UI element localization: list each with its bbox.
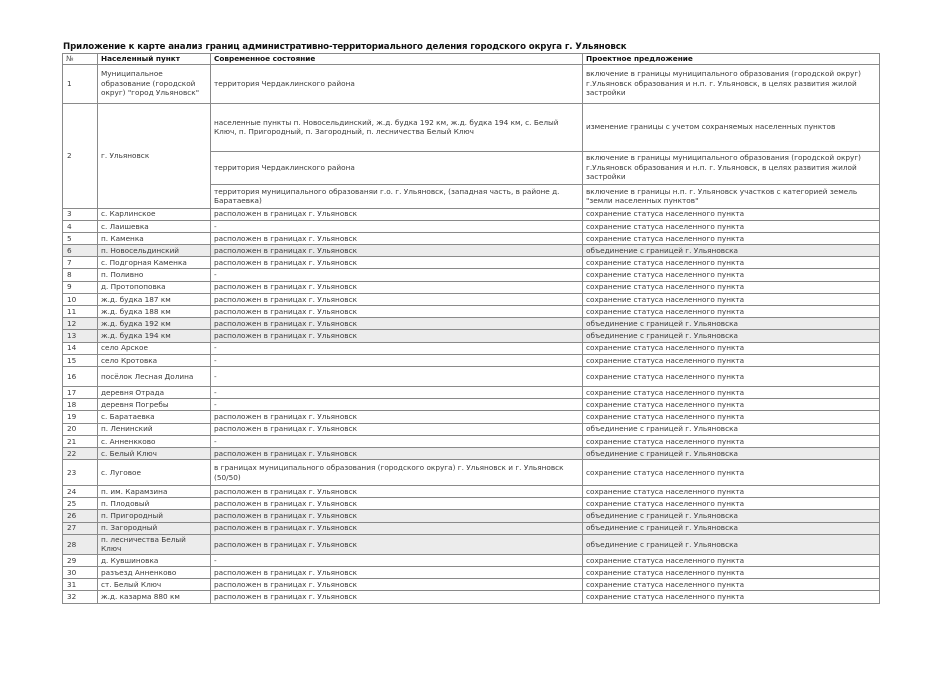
header-current-state: Современное состояние — [211, 54, 583, 65]
table-row — [63, 281, 880, 293]
settlement-name: д. Протопоповка — [98, 281, 211, 293]
table-row — [63, 232, 880, 244]
current-state: расположен в границах г. Ульяновск — [211, 591, 583, 603]
table-row — [63, 64, 880, 103]
row-number: 24 — [63, 486, 98, 498]
settlement-name: село Кротовка — [98, 354, 211, 366]
row-number: 11 — [63, 306, 98, 318]
current-state: расположен в границах г. Ульяновск — [211, 330, 583, 342]
proposal: сохранение статуса населенного пункта — [583, 591, 880, 603]
table-header-row — [63, 54, 880, 65]
proposal: сохранение статуса населенного пункта — [583, 281, 880, 293]
settlement-name: с. Белый Ключ — [98, 447, 211, 459]
settlements-table — [62, 53, 880, 604]
proposal: сохранение статуса населенного пункта — [583, 269, 880, 281]
current-state: расположен в границах г. Ульяновск — [211, 567, 583, 579]
settlement-name: с. Подгорная Каменка — [98, 257, 211, 269]
current-state: расположен в границах г. Ульяновск — [211, 257, 583, 269]
proposal: сохранение статуса населенного пункта — [583, 342, 880, 354]
row-number: 25 — [63, 498, 98, 510]
proposal: объединение с границей г. Ульяновска — [583, 522, 880, 534]
proposal: включение в границы муниципального образования (городской округ) г.Ульяновск образования и н.п. г. Ульяновск, в целях развития жилой застройки — [583, 151, 880, 184]
settlement-name: п. Новосельдинский — [98, 245, 211, 257]
row-number: 30 — [63, 567, 98, 579]
settlement-name: деревня Погребы — [98, 399, 211, 411]
table-row — [63, 399, 880, 411]
row-number: 19 — [63, 411, 98, 423]
current-state: в границах муниципального образования (городского округа) г. Ульяновск и г. Ульяновск (50/50) — [211, 460, 583, 486]
proposal: сохранение статуса населенного пункта — [583, 208, 880, 220]
row-number: 26 — [63, 510, 98, 522]
current-state: расположен в границах г. Ульяновск — [211, 245, 583, 257]
current-state: расположен в границах г. Ульяновск — [211, 579, 583, 591]
table-row — [63, 486, 880, 498]
current-state: расположен в границах г. Ульяновск — [211, 411, 583, 423]
table-row — [63, 220, 880, 232]
current-state: населенные пункты п. Новосельдинский, ж.д. будка 192 км, ж.д. будка 194 км, с. Белый Ключ, п. Пригородный, п. Загородный, п. лесничества Белый Ключ — [211, 103, 583, 151]
proposal: объединение с границей г. Ульяновска — [583, 330, 880, 342]
settlement-name: п. Каменка — [98, 232, 211, 244]
current-state: расположен в границах г. Ульяновск — [211, 232, 583, 244]
row-number: 10 — [63, 293, 98, 305]
settlement-name: с. Анненкково — [98, 435, 211, 447]
row-number: 27 — [63, 522, 98, 534]
proposal: сохранение статуса населенного пункта — [583, 399, 880, 411]
current-state: - — [211, 220, 583, 232]
current-state: расположен в границах г. Ульяновск — [211, 306, 583, 318]
current-state: - — [211, 554, 583, 566]
settlement-name: п. им. Карамзина — [98, 486, 211, 498]
proposal: сохранение статуса населенного пункта — [583, 306, 880, 318]
settlement-name: п. Поливно — [98, 269, 211, 281]
settlement-name: ж.д. будка 187 км — [98, 293, 211, 305]
current-state: - — [211, 354, 583, 366]
current-state: расположен в границах г. Ульяновск — [211, 486, 583, 498]
table-row — [63, 269, 880, 281]
row-number: 1 — [63, 64, 98, 103]
current-state: территория муниципального образованяи г.о. г. Ульяновск, (западная часть, в районе д. Баратаевка) — [211, 184, 583, 208]
table-row — [63, 510, 880, 522]
table-row — [63, 257, 880, 269]
row-number: 6 — [63, 245, 98, 257]
current-state: - — [211, 399, 583, 411]
settlement-name: с. Лаишевка — [98, 220, 211, 232]
current-state: расположен в границах г. Ульяновск — [211, 522, 583, 534]
proposal: включение в границы н.п. г. Ульяновск участков с категорией земель "земли населенных пунктов" — [583, 184, 880, 208]
header-proposal: Проектное предложение — [583, 54, 880, 65]
header-settlement: Населенный пункт — [98, 54, 211, 65]
proposal: объединение с границей г. Ульяновска — [583, 318, 880, 330]
row-number: 8 — [63, 269, 98, 281]
row-number: 14 — [63, 342, 98, 354]
current-state: расположен в границах г. Ульяновск — [211, 498, 583, 510]
row-number: 18 — [63, 399, 98, 411]
table-row — [63, 579, 880, 591]
current-state: - — [211, 366, 583, 386]
row-number: 3 — [63, 208, 98, 220]
current-state: - — [211, 269, 583, 281]
proposal: объединение с границей г. Ульяновска — [583, 510, 880, 522]
table-row — [63, 208, 880, 220]
proposal: включение в границы муниципального образования (городской округ) г.Ульяновск образования и н.п. г. Ульяновск, в целях развития жилой застройки — [583, 64, 880, 103]
table-row — [63, 554, 880, 566]
settlement-name: ст. Белый Ключ — [98, 579, 211, 591]
proposal: сохранение статуса населенного пункта — [583, 411, 880, 423]
settlement-name: ж.д. будка 194 км — [98, 330, 211, 342]
current-state: расположен в границах г. Ульяновск — [211, 447, 583, 459]
row-number: 29 — [63, 554, 98, 566]
proposal: сохранение статуса населенного пункта — [583, 232, 880, 244]
current-state: расположен в границах г. Ульяновск — [211, 510, 583, 522]
row-number: 31 — [63, 579, 98, 591]
table-row — [63, 318, 880, 330]
table-row — [63, 435, 880, 447]
row-number: 7 — [63, 257, 98, 269]
proposal: сохранение статуса населенного пункта — [583, 220, 880, 232]
row-number: 17 — [63, 386, 98, 398]
document-title: Приложение к карте анализ границ административно-территориального деления городского округа г. Ульяновск — [63, 42, 627, 52]
settlement-name: г. Ульяновск — [98, 103, 211, 208]
settlement-name: посёлок Лесная Долина — [98, 366, 211, 386]
settlement-name: с. Карлинское — [98, 208, 211, 220]
table-row — [63, 498, 880, 510]
row-number: 12 — [63, 318, 98, 330]
proposal: сохранение статуса населенного пункта — [583, 486, 880, 498]
table-row — [63, 293, 880, 305]
table-row — [63, 354, 880, 366]
row-number: 13 — [63, 330, 98, 342]
settlement-name: ж.д. будка 192 км — [98, 318, 211, 330]
current-state: - — [211, 342, 583, 354]
settlement-name: д. Кувшиновка — [98, 554, 211, 566]
proposal: сохранение статуса населенного пункта — [583, 354, 880, 366]
settlement-name: Муниципальное образование (городской округ) "город Ульяновск" — [98, 64, 211, 103]
proposal: сохранение статуса населенного пункта — [583, 554, 880, 566]
row-number: 23 — [63, 460, 98, 486]
proposal: объединение с границей г. Ульяновска — [583, 447, 880, 459]
settlement-name: деревня Отрада — [98, 386, 211, 398]
table-row — [63, 534, 880, 554]
proposal: изменение границы с учетом сохраняемых населенных пунктов — [583, 103, 880, 151]
current-state: - — [211, 386, 583, 398]
current-state: - — [211, 435, 583, 447]
row-number: 15 — [63, 354, 98, 366]
current-state: расположен в границах г. Ульяновск — [211, 423, 583, 435]
row-number: 5 — [63, 232, 98, 244]
proposal: сохранение статуса населенного пункта — [583, 257, 880, 269]
table-row — [63, 411, 880, 423]
table-row — [63, 330, 880, 342]
current-state: расположен в границах г. Ульяновск — [211, 534, 583, 554]
current-state: расположен в границах г. Ульяновск — [211, 293, 583, 305]
row-number: 4 — [63, 220, 98, 232]
settlement-name: ж.д. будка 188 км — [98, 306, 211, 318]
current-state: расположен в границах г. Ульяновск — [211, 281, 583, 293]
table-row — [63, 567, 880, 579]
row-number: 20 — [63, 423, 98, 435]
table-row — [63, 460, 880, 486]
proposal: сохранение статуса населенного пункта — [583, 498, 880, 510]
proposal: сохранение статуса населенного пункта — [583, 435, 880, 447]
proposal: объединение с границей г. Ульяновска — [583, 423, 880, 435]
proposal: сохранение статуса населенного пункта — [583, 293, 880, 305]
settlement-name: п. Ленинский — [98, 423, 211, 435]
table-row — [63, 386, 880, 398]
row-number: 22 — [63, 447, 98, 459]
table-row — [63, 245, 880, 257]
current-state: территория Чердаклинского района — [211, 64, 583, 103]
table-row — [63, 103, 880, 151]
settlement-name: п. Пригородный — [98, 510, 211, 522]
current-state: расположен в границах г. Ульяновск — [211, 318, 583, 330]
row-number: 2 — [63, 103, 98, 208]
settlement-name: разъезд Анненково — [98, 567, 211, 579]
row-number: 16 — [63, 366, 98, 386]
proposal: объединение с границей г. Ульяновска — [583, 534, 880, 554]
proposal: сохранение статуса населенного пункта — [583, 579, 880, 591]
settlement-name: ж.д. казарма 880 км — [98, 591, 211, 603]
proposal: сохранение статуса населенного пункта — [583, 460, 880, 486]
settlement-name: п. Загородный — [98, 522, 211, 534]
header-number: № — [63, 54, 98, 65]
current-state: территория Чердаклинского района — [211, 151, 583, 184]
row-number: 32 — [63, 591, 98, 603]
row-number: 28 — [63, 534, 98, 554]
settlement-name: с. Луговое — [98, 460, 211, 486]
table-row — [63, 342, 880, 354]
proposal: сохранение статуса населенного пункта — [583, 386, 880, 398]
table-row — [63, 591, 880, 603]
table-row — [63, 447, 880, 459]
table-row — [63, 522, 880, 534]
proposal: сохранение статуса населенного пункта — [583, 567, 880, 579]
proposal: сохранение статуса населенного пункта — [583, 366, 880, 386]
table-row — [63, 306, 880, 318]
row-number: 9 — [63, 281, 98, 293]
current-state: расположен в границах г. Ульяновск — [211, 208, 583, 220]
proposal: объединение с границей г. Ульяновска — [583, 245, 880, 257]
table-row — [63, 423, 880, 435]
settlement-name: п. Плодовый — [98, 498, 211, 510]
settlement-name: п. лесничества Белый Ключ — [98, 534, 211, 554]
settlement-name: с. Баратаевка — [98, 411, 211, 423]
table-row — [63, 366, 880, 386]
settlement-name: село Арское — [98, 342, 211, 354]
row-number: 21 — [63, 435, 98, 447]
